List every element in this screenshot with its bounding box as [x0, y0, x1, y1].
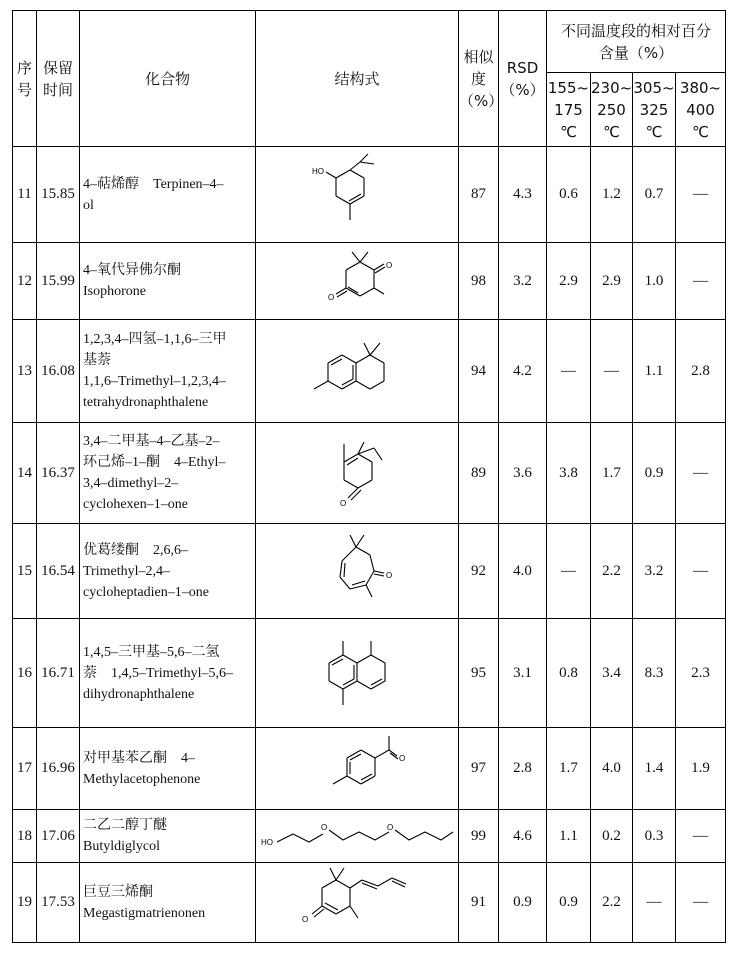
- row-value-1: 1.7: [547, 728, 591, 810]
- svg-text:O: O: [387, 823, 394, 832]
- table-row: [13, 320, 726, 423]
- row-compound-name: 4–氧代异佛尔酮 Isophorone: [80, 243, 256, 320]
- row-value-4: —: [676, 524, 726, 619]
- table-body: [13, 147, 726, 943]
- row-value-4: —: [676, 423, 726, 524]
- row-compound-name: 巨豆三烯酮 Megastigmatrienonen: [80, 863, 256, 943]
- header-range-4: 380~ 400 ℃: [676, 73, 726, 147]
- row-similarity: 92: [459, 524, 499, 619]
- row-compound-name: 3,4–二甲基–4–乙基–2– 环己烯–1–酮 4–Ethyl– 3,4–dimethyl–2– cyclohexen–1–one: [80, 423, 256, 524]
- row-value-1: 0.8: [547, 619, 591, 728]
- row-value-1: 3.8: [547, 423, 591, 524]
- row-value-3: 3.2: [633, 524, 676, 619]
- table-row: [13, 243, 726, 320]
- row-value-2: 1.7: [591, 423, 633, 524]
- row-value-3: 0.9: [633, 423, 676, 524]
- row-value-2: 3.4: [591, 619, 633, 728]
- row-no: 16: [13, 619, 37, 728]
- row-no: 15: [13, 524, 37, 619]
- row-value-3: 8.3: [633, 619, 676, 728]
- table-row: [13, 810, 726, 863]
- data-table-wrapper: [12, 10, 725, 943]
- row-similarity: 95: [459, 619, 499, 728]
- compound-table: [12, 10, 726, 943]
- svg-text:O: O: [302, 914, 309, 924]
- header-similarity: 相似 度 （%）: [459, 11, 499, 147]
- row-no: 14: [13, 423, 37, 524]
- row-rt: 16.96: [37, 728, 80, 810]
- row-compound-name: 4–萜烯醇 Terpinen–4– ol: [80, 147, 256, 243]
- row-no: 13: [13, 320, 37, 423]
- row-value-1: 0.9: [547, 863, 591, 943]
- row-rsd: 4.0: [499, 524, 547, 619]
- header-temperature-group: 不同温度段的相对百分 含量（%）: [547, 11, 726, 73]
- row-similarity: 94: [459, 320, 499, 423]
- svg-text:O: O: [321, 823, 328, 832]
- row-rt: 15.85: [37, 147, 80, 243]
- row-rsd: 3.2: [499, 243, 547, 320]
- structure-butyldiglycol: [256, 810, 459, 863]
- header-rsd: RSD （%）: [499, 11, 547, 147]
- structure-terpinen-4-ol: [256, 147, 459, 243]
- row-similarity: 97: [459, 728, 499, 810]
- row-value-1: 0.6: [547, 147, 591, 243]
- row-rsd: 4.3: [499, 147, 547, 243]
- row-compound-name: 对甲基苯乙酮 4– Methylacetophenone: [80, 728, 256, 810]
- row-compound-name: 1,4,5–三甲基–5,6–二氢 萘 1,4,5–Trimethyl–5,6– dihydronaphthalene: [80, 619, 256, 728]
- row-rt: 16.71: [37, 619, 80, 728]
- row-no: 12: [13, 243, 37, 320]
- row-rsd: 4.2: [499, 320, 547, 423]
- structure-dihydronaphthalene: [256, 619, 459, 728]
- row-rsd: 3.6: [499, 423, 547, 524]
- row-similarity: 99: [459, 810, 499, 863]
- row-value-4: 1.9: [676, 728, 726, 810]
- row-value-4: —: [676, 810, 726, 863]
- row-value-2: 2.2: [591, 863, 633, 943]
- row-compound-name: 二乙二醇丁醚 Butyldiglycol: [80, 810, 256, 863]
- row-value-4: —: [676, 243, 726, 320]
- row-rt: 16.54: [37, 524, 80, 619]
- row-value-3: 1.1: [633, 320, 676, 423]
- row-similarity: 87: [459, 147, 499, 243]
- svg-text:O: O: [328, 293, 335, 302]
- row-similarity: 91: [459, 863, 499, 943]
- svg-text:HO: HO: [261, 838, 273, 847]
- structure-megastigmatrienone: [256, 863, 459, 943]
- row-value-3: 0.3: [633, 810, 676, 863]
- header-range-1: 155~ 175 ℃: [547, 73, 591, 147]
- row-value-1: 2.9: [547, 243, 591, 320]
- row-compound-name: 1,2,3,4–四氢–1,1,6–三甲 基萘 1,1,6–Trimethyl–1,2,3,4– tetrahydronaphthalene: [80, 320, 256, 423]
- row-compound-name: 优葛缕酮 2,6,6– Trimethyl–2,4– cycloheptadien–1–one: [80, 524, 256, 619]
- row-value-4: 2.3: [676, 619, 726, 728]
- table-row: [13, 423, 726, 524]
- row-value-1: —: [547, 524, 591, 619]
- table-row: [13, 147, 726, 243]
- row-value-4: —: [676, 147, 726, 243]
- row-value-2: 1.2: [591, 147, 633, 243]
- header-range-3: 305~ 325 ℃: [633, 73, 676, 147]
- row-no: 17: [13, 728, 37, 810]
- structure-tetrahydronaphthalene: [256, 320, 459, 423]
- row-value-4: —: [676, 863, 726, 943]
- svg-text:O: O: [386, 571, 393, 580]
- header-compound: 化合物: [80, 11, 256, 147]
- row-value-3: 1.4: [633, 728, 676, 810]
- header-range-2: 230~ 250 ℃: [591, 73, 633, 147]
- row-rsd: 3.1: [499, 619, 547, 728]
- row-similarity: 89: [459, 423, 499, 524]
- row-rt: 17.06: [37, 810, 80, 863]
- structure-eucarvone: [256, 524, 459, 619]
- header-retention-time: 保留 时间: [37, 11, 80, 147]
- row-rt: 17.53: [37, 863, 80, 943]
- row-rsd: 2.8: [499, 728, 547, 810]
- header-structure: 结构式: [256, 11, 459, 147]
- row-value-3: 1.0: [633, 243, 676, 320]
- row-rsd: 0.9: [499, 863, 547, 943]
- row-rsd: 4.6: [499, 810, 547, 863]
- svg-text:O: O: [386, 261, 393, 270]
- row-value-3: 0.7: [633, 147, 676, 243]
- row-no: 19: [13, 863, 37, 943]
- svg-text:HO: HO: [312, 166, 324, 176]
- table-row: [13, 863, 726, 943]
- row-rt: 15.99: [37, 243, 80, 320]
- table-row: [13, 619, 726, 728]
- structure-ethyl-dimethyl-cyclohexenone: [256, 423, 459, 524]
- header-no: 序 号: [13, 11, 37, 147]
- row-value-4: 2.8: [676, 320, 726, 423]
- structure-methylacetophenone: [256, 728, 459, 810]
- row-value-2: —: [591, 320, 633, 423]
- table-row: [13, 524, 726, 619]
- row-value-2: 0.2: [591, 810, 633, 863]
- row-value-1: 1.1: [547, 810, 591, 863]
- svg-text:O: O: [399, 753, 406, 763]
- row-no: 11: [13, 147, 37, 243]
- row-rt: 16.37: [37, 423, 80, 524]
- row-similarity: 98: [459, 243, 499, 320]
- row-no: 18: [13, 810, 37, 863]
- structure-oxoisophorone: [256, 243, 459, 320]
- row-value-1: —: [547, 320, 591, 423]
- row-value-2: 4.0: [591, 728, 633, 810]
- row-value-2: 2.2: [591, 524, 633, 619]
- table-row: [13, 728, 726, 810]
- svg-text:O: O: [340, 499, 347, 508]
- row-value-2: 2.9: [591, 243, 633, 320]
- row-value-3: —: [633, 863, 676, 943]
- row-rt: 16.08: [37, 320, 80, 423]
